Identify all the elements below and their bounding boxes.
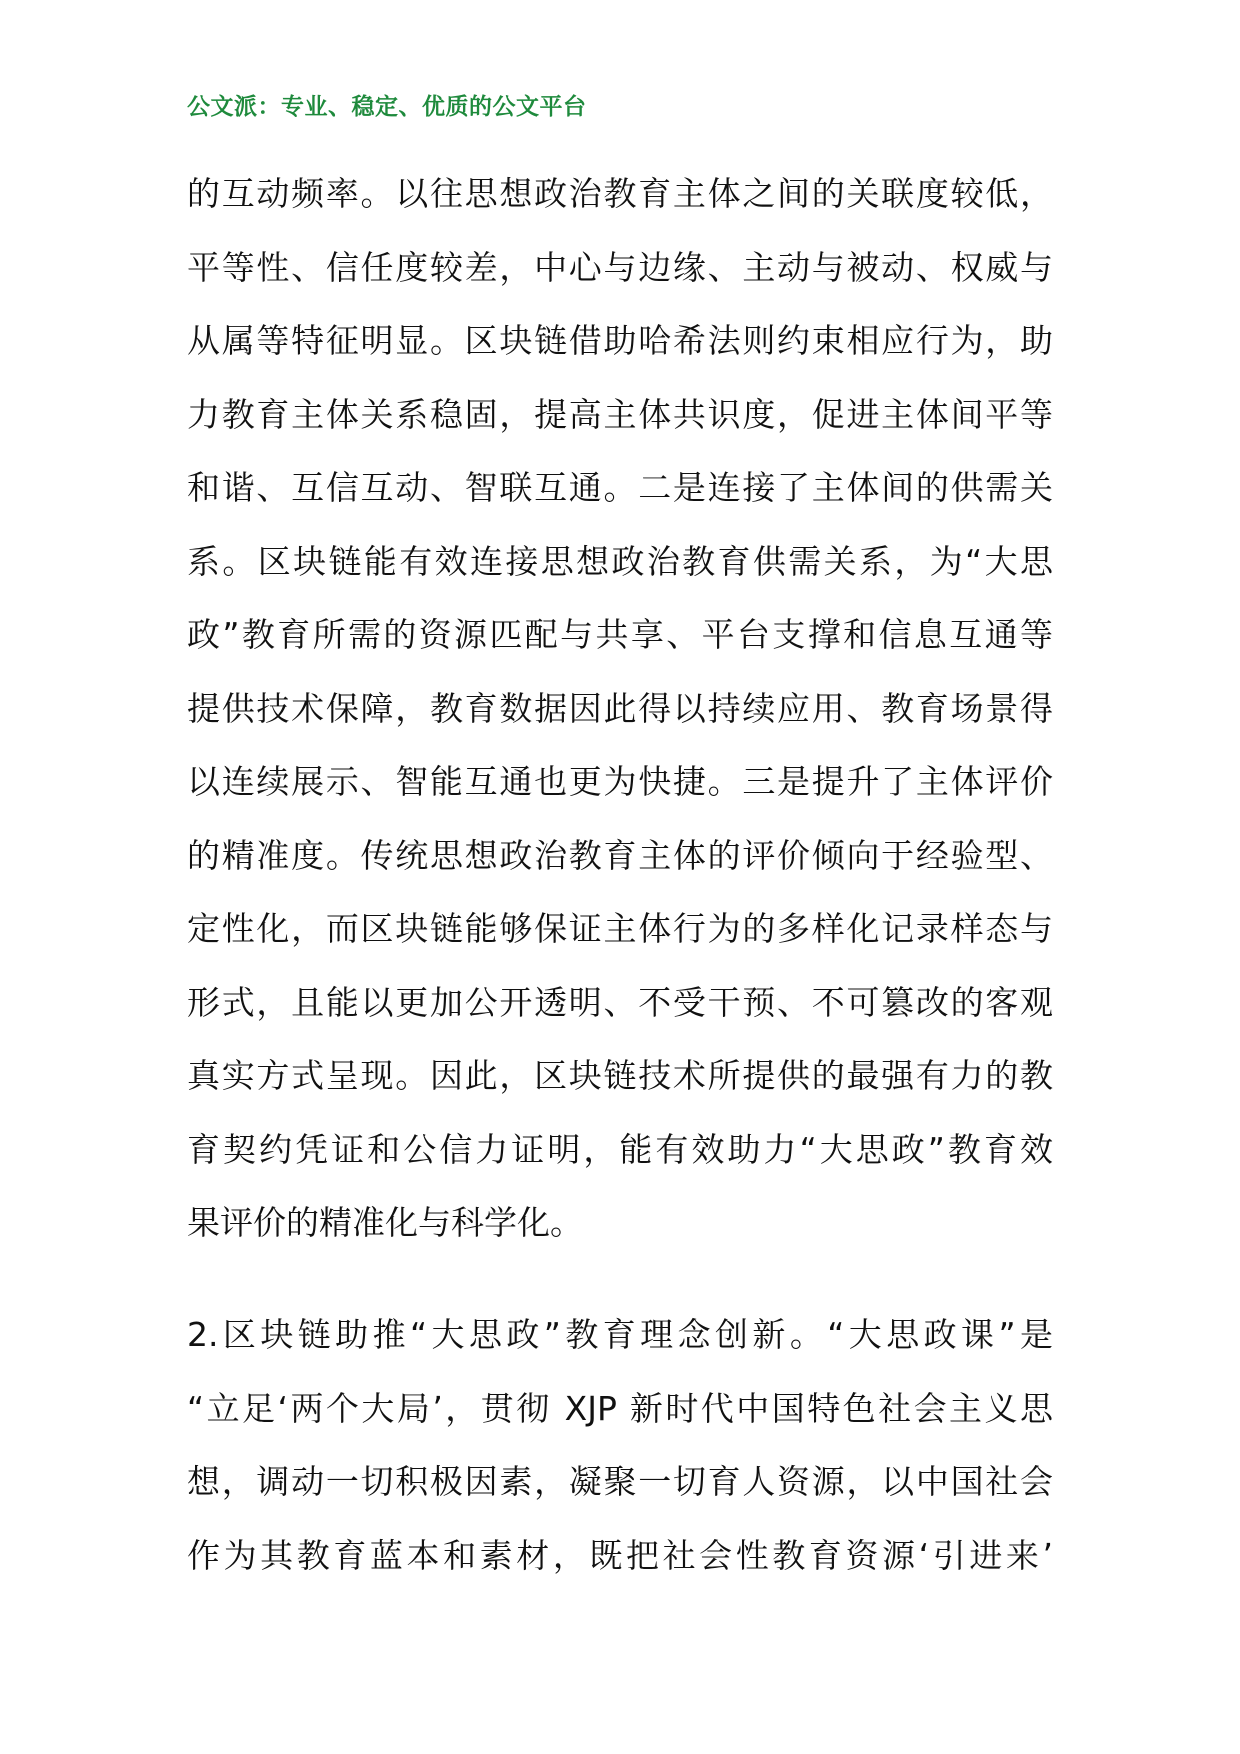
text-line: 2.区块链助推“大思政”教育理念创新。“大思政课”是 (187, 1315, 1053, 1354)
text-line: 育契约凭证和公信力证明，能有效助力“大思政”教育效 (187, 1129, 1053, 1169)
paragraph-2 (187, 1298, 1053, 1592)
text-line: 力教育主体关系稳固，提高主体共识度，促进主体间平等 (187, 394, 1053, 434)
text-line: “立足‘两个大局’，贯彻 XJP 新时代中国特色社会主义思 (187, 1388, 1053, 1428)
text-line: 平等性、信任度较差，中心与边缘、主动与被动、权威与 (187, 247, 1053, 287)
text-line: 想，调动一切积极因素，凝聚一切育人资源，以中国社会 (187, 1462, 1053, 1501)
text-line: 从属等特征明显。区块链借助哈希法则约束相应行为，助 (187, 321, 1053, 360)
text-line: 和谐、互信互动、智联互通。二是连接了主体间的供需关 (187, 468, 1053, 507)
text-line: 定性化，而区块链能够保证主体行为的多样化记录样态与 (187, 909, 1053, 948)
text-line: 真实方式呈现。因此，区块链技术所提供的最强有力的教 (187, 1056, 1053, 1095)
paragraph-1 (187, 157, 1053, 1260)
text-line: 果评价的精准化与科学化。 (187, 1203, 583, 1242)
text-line: 作为其教育蓝本和素材，既把社会性教育资源‘引进来’ (187, 1535, 1053, 1575)
text-line: 提供技术保障，教育数据因此得以持续应用、教育场景得 (187, 688, 1053, 728)
header-title: 公文派：专业、稳定、优质的公文平台 (187, 94, 587, 120)
text-line: 政”教育所需的资源匹配与共享、平台支撑和信息互通等 (187, 615, 1053, 654)
text-line: 的互动频率。以往思想政治教育主体之间的关联度较低， (187, 174, 1053, 213)
text-line: 的精准度。传统思想政治教育主体的评价倾向于经验型、 (187, 835, 1053, 875)
text-line: 形式，且能以更加公开透明、不受干预、不可篡改的客观 (187, 982, 1053, 1022)
text-line: 系。区块链能有效连接思想政治教育供需关系，为“大思 (187, 541, 1053, 581)
text-line: 以连续展示、智能互通也更为快捷。三是提升了主体评价 (187, 762, 1053, 801)
